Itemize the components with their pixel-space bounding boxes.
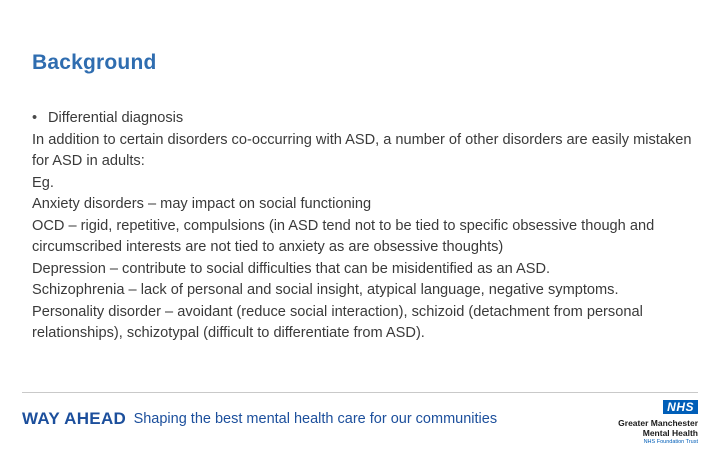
nhs-logo-icon: NHS <box>663 400 698 414</box>
paragraph-anxiety: Anxiety disorders – may impact on social functioning <box>32 196 372 212</box>
paragraph-eg: Eg. <box>32 174 54 191</box>
footer-tagline: Shaping the best mental health care for our communities <box>133 411 498 427</box>
footer-branding <box>22 409 497 435</box>
paragraph-depression: Depression – contribute to social difficulties that can be misidentified as an ASD. <box>32 260 551 277</box>
paragraph-schizophrenia: Schizophrenia – lack of personal and social insight, atypical language, negative symptoms. <box>32 282 619 298</box>
bullet-item <box>32 108 702 130</box>
trust-name-line2: Mental Health <box>642 428 698 438</box>
bullet-marker: • <box>32 110 38 126</box>
paragraph-personality: Personality disorder – avoidant (reduce social interaction), schizoid (detachment from personal relationships), schizotypal (difficult to differentiate from ASD). <box>32 303 643 341</box>
nhs-trust-logo <box>608 398 698 446</box>
bullet-text: Differential diagnosis <box>48 110 184 126</box>
paragraph-ocd: OCD – rigid, repetitive, compulsions (in ASD tend not to be tied to specific obsessive though and circumscribed interests are not tied to anxiety as are obsessive thoughts) <box>32 217 655 255</box>
slide-title: Background <box>32 51 157 74</box>
trust-name-line1: Greater Manchester <box>618 418 698 428</box>
footer-divider <box>22 392 698 393</box>
slide-body <box>32 108 702 345</box>
paragraph-intro: In addition to certain disorders co-occurring with ASD, a number of other disorders are easily mistaken for ASD in adults: <box>32 131 692 169</box>
trust-name-line3: NHS Foundation Trust <box>643 439 698 445</box>
way-ahead-logo: WAY AHEAD <box>22 409 127 428</box>
